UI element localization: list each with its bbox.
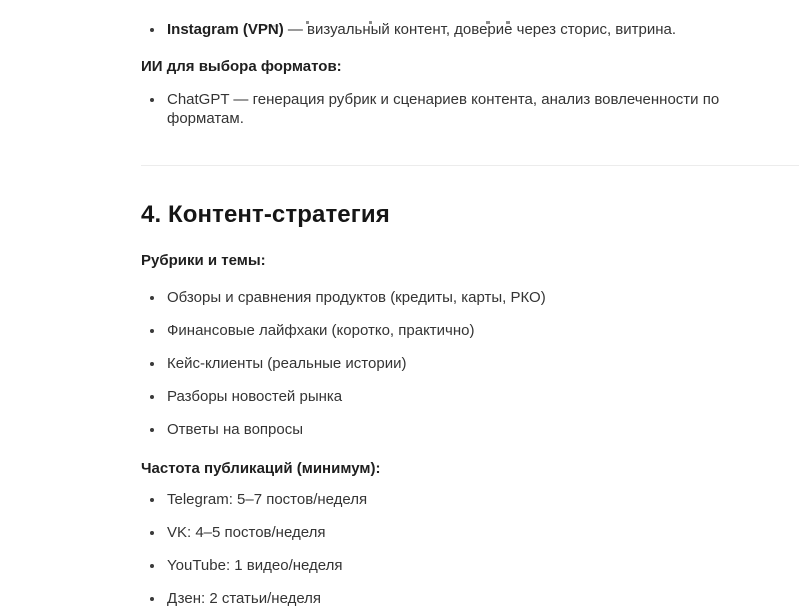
section-heading: 4. Контент-стратегия [141, 201, 390, 228]
list-item: Обзоры и сравнения продуктов (кредиты, карты, РКО) [167, 288, 799, 307]
ai-formats-label: ИИ для выбора форматов: [141, 58, 342, 75]
list-item: Ответы на вопросы [167, 420, 799, 439]
topics-label: Рубрики и темы: [141, 252, 266, 269]
frequency-list [141, 490, 799, 608]
topics-list [141, 288, 799, 439]
list-item: Финансовые лайфхаки (коротко, практично) [167, 321, 799, 340]
frequency-label: Частота публикаций (минимум): [141, 460, 381, 477]
list-item: ChatGPT — генерация рубрик и сценариев контента, анализ вовлеченности по форматам. [167, 90, 799, 128]
document-content [141, 20, 799, 608]
section-divider [141, 165, 799, 166]
list-item: Дзен: 2 статьи/неделя [167, 589, 799, 608]
document-page [0, 20, 800, 613]
ai-formats-list [141, 90, 799, 128]
list-item: Кейс-клиенты (реальные истории) [167, 354, 799, 373]
channel-name: Instagram (VPN) [167, 21, 284, 38]
list-item [167, 20, 799, 39]
channel-description: — визуальный контент, доверие через сторис, витрина. [283, 21, 677, 38]
list-item: VK: 4–5 постов/неделя [167, 523, 799, 542]
list-item: Telegram: 5–7 постов/неделя [167, 490, 799, 509]
list-item: YouTube: 1 видео/неделя [167, 556, 799, 575]
channels-list [141, 20, 799, 39]
list-item: Разборы новостей рынка [167, 387, 799, 406]
